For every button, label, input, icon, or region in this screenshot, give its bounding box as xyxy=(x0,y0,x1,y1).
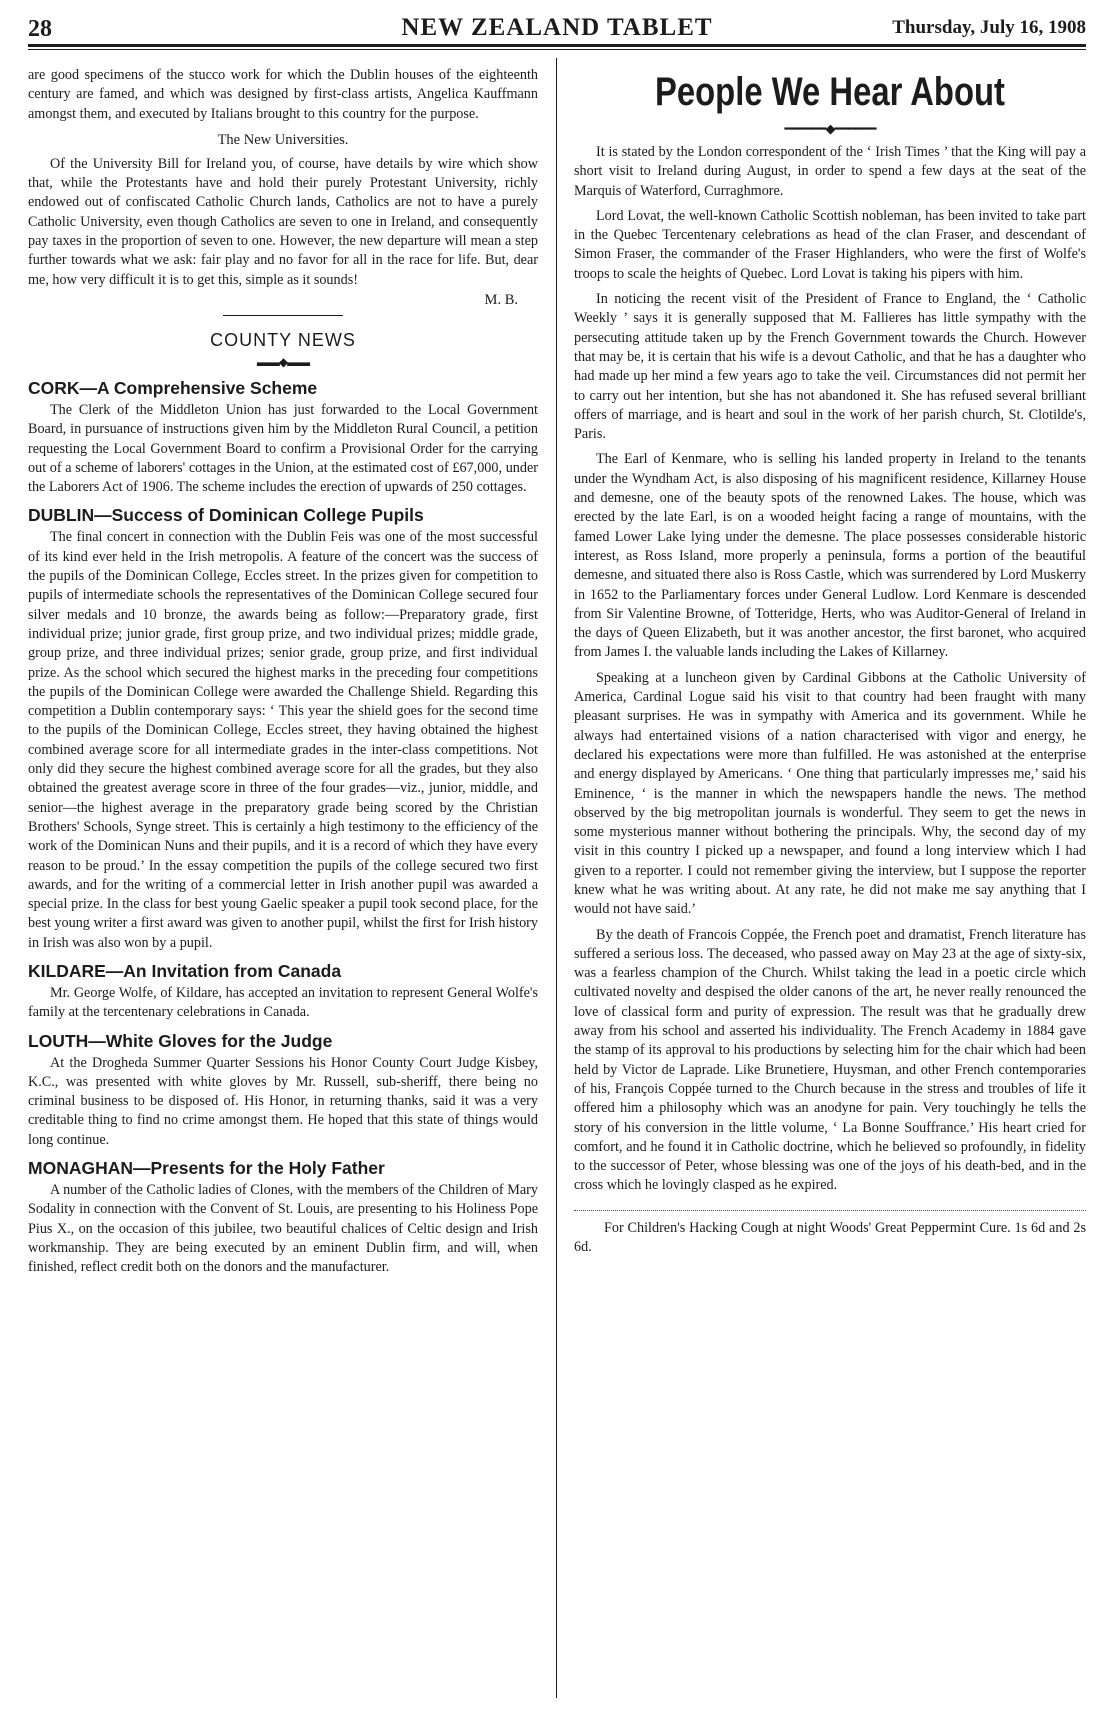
cork-paragraph: The Clerk of the Middleton Union has just forwarded to the Local Government Board, in pursuance of instructions given him by the Middleton Rural Council, a petition requesting the Local Government Board to confirm a Provisional Order for the carrying out of a scheme of laborers' cottages in the Union, at the estimated cost of £67,000, under the Laborers Act of 1906. The scheme includes the erection of upwards of 250 cottages. xyxy=(28,401,538,496)
intro-paragraph: are good specimens of the stucco work for which the Dublin houses of the eighteenth century are famed, and which was designed by first-class artists, Angelica Kauffmann amongst them, and executed by Italians brought to this country for the purpose. xyxy=(28,67,538,122)
header-rule-thick xyxy=(28,44,1086,47)
column-divider xyxy=(556,58,557,1698)
header-rule-thin xyxy=(28,49,1086,50)
right-column xyxy=(574,66,1086,1263)
page-header xyxy=(28,8,1086,42)
monaghan-heading: MONAGHAN—Presents for the Holy Father xyxy=(28,1158,385,1179)
left-column xyxy=(28,66,538,1278)
universities-paragraph: Of the University Bill for Ireland you, of course, have details by wire which show that, while the Protestants have and hold their purely Protestant University, richly endowed out of confiscated Catholic Church lands, Catholics are not to have a purely Catholic University, even though Catholics are seven to one in Ireland, and consequently pay taxes in the proportion of seven to one. However, the new departure will mean a step further towards what we ask: fair play and no favor for all in the race for life. But, dear me, how very difficult it is to get this, simple as it sounds! xyxy=(28,155,538,288)
cough-cure-advert xyxy=(574,1210,1086,1258)
cork-heading: CORK—A Comprehensive Scheme xyxy=(28,377,318,398)
section-rule xyxy=(223,315,343,316)
kildare-paragraph: Mr. George Wolfe, of Kildare, has accepted an invitation to represent General Wolfe's family at the tercentenary celebrations in Canada. xyxy=(28,984,538,1021)
article-paragraph: In noticing the recent visit of the President of France to England, the ‘ Catholic Weekly ’ says it is generally supposed that M. Fallieres has little sympathy with the persecuting attitude taken up by the French Government towards the Church. However that may be, it is certain that his wife is a devout Catholic, and that he has a daughter who had made up her mind a few years ago to take the veil. Circumstances did not permit her to carry out her intention, but she has not abandoned it. She has refused several brilliant offers of marriage, and is heart and soul in the work of her parish church, St. Clotilde's, Paris. xyxy=(574,291,1086,443)
article-paragraph: It is stated by the London correspondent of the ‘ Irish Times ’ that the King will pay a short visit to Ireland during August, in order to spend a few days at the seat of the Marquis of Waterford, Curraghmore. xyxy=(574,144,1086,199)
title-ornament: ━━━━━━◆━━━━━━ xyxy=(784,121,876,136)
universities-subheading: The New Universities. xyxy=(217,131,349,148)
article-paragraph: Speaking at a luncheon given by Cardinal Gibbons at the Catholic University of America, Cardinal Logue said his visit to that country had been fraught with many pleasant surprises. He was in sympathy with America and its government. While he always had entertained visions of a nation characterised with vigor and energy, he declared his expectations were more than fulfilled. He was astonished at the enterprise and energy displayed by Americans. ‘ One thing that particularly impresses me,’ said his Eminence, ‘ is the manner in which the newspapers handle the news. The method observed by the big metropolitan journals is wonderful. They seem to get the news in some mysterious manner without bothering the principals. Why, the second day of my visit in this country I picked up a newspaper, and found a long interview which I had given to a reporter. I could not remember giving the interview, but I suppose the reporter knew what he was writing about. At any rate, he did not make me say anything that I would not have said.’ xyxy=(574,669,1086,918)
article-paragraph: The Earl of Kenmare, who is selling his landed property in Ireland to the tenants under the Wyndham Act, is also disposing of his magnificent residence, Killarney House and demesne, one of the beauty spots of the renowned Lakes. The house, which was erected by the late Earl, is on a wooded height facing a range of mountains, with the famed Lower Lake lying under the demesne. The place possesses considerable historic interest, as Ross Island, more properly a peninsula, forms a portion of the beautiful demesne, and situated there also is Ross Castle, which was surrendered by Lord Muskerry in 1652 to the Parliamentary forces under General Ludlow. Lord Kenmare is descended from Sir Valentine Browne, of Totteridge, Herts, who was Auditor-General of Ireland in the days of Queen Elizabeth, but it was another ancestor, the first baronet, who acquired from James I. the valuable lands including the Lakes of Killarney. xyxy=(574,451,1086,661)
article-paragraph: Lord Lovat, the well-known Catholic Scottish nobleman, has been invited to take part in the Quebec Tercentenary celebrations as head of the clan Fraser, and descendant of Simon Fraser, the commander of the Fraser Highlanders, who were the first of Wolfe's troops to scale the heights of Quebec. Lord Lovat is taking his pipers with him. xyxy=(574,207,1086,282)
dublin-paragraph: The final concert in connection with the Dublin Feis was one of the most successful of its kind ever held in the Irish metropolis. A feature of the concert was the success of the pupils of the Dominican College, Eccles street. In the prizes given for competition to pupils of intermediate schools the representatives of the Dominican College secured four silver medals and 10 bronze, the awards being as follow:—Preparatory grade, first individual prize; junior grade, first group prize, and two individual prizes; middle grade, group prize, and three individual prizes; senior grade, group prize, and first individual prize. As the school which secured the highest marks in the preceding four competitions the pupils of the Dominican College were awarded the Challenge Shield. Regarding this competition a Dublin contemporary says: ‘ This year the shield goes for the second time to the pupils of the Dominican College, Eccles street, they having obtained the highest combined average score for all intermediate grades in the inter-class competitions. Not only did they secure the highest combined average score for all the grades, but they also obtained the greatest average score in three of the four grades—viz., junior, middle, and senior—the highest average in the preparatory grade being scored by the Christian Brothers' Schools, Synge street. This is certainly a high testimony to the efficiency of the work of the Dominican Nuns and their pupils, and it is a record of which they have every reason to be proud.’ In the essay competition the pupils of the college secured two first awards, and for the writing of a commercial letter in Irish another pupil was awarded a special prize. In the class for best young Gaelic speaker a pupil took second place, for the best young writer a first award was given to another pupil, whilst the first for Irish history in Irish was also won by a pupil. xyxy=(28,529,538,951)
monaghan-paragraph: A number of the Catholic ladies of Clones, with the members of the Children of Mary Sodality in connection with the Convent of St. Louis, are presenting to his Holiness Pope Pius X., on the occasion of this jubilee, two beautiful chalices of Celtic design and Irish workmanship. They are being executed by an eminent Dublin firm, and will, when finished, reflect credit both on the donors and the manufacturer. xyxy=(28,1182,538,1276)
ornament-divider: ▬▬◆▬▬ xyxy=(256,354,310,369)
issue-date: Thursday, July 16, 1908 xyxy=(892,17,1086,38)
dublin-heading: DUBLIN—Success of Dominican College Pupils xyxy=(28,505,424,526)
louth-paragraph: At the Drogheda Summer Quarter Sessions his Honor County Court Judge Kisbey, K.C., was presented with white gloves by Mr. Russell, sub-sheriff, there being no criminal business to be disposed of. His Honor, in returning thanks, said it was a very creditable thing to find no crime amongst them. He hoped that this state of things would long continue. xyxy=(28,1054,538,1148)
article-paragraph: By the death of Francois Coppée, the French poet and dramatist, French literature has suffered a serious loss. The deceased, who passed away on May 23 at the age of sixty-six, was a fearless champion of the Church. Whilst taking the lead in a poetic circle which cultivated novelty and despised the older canons of the art, he never really renounced the love of classical form and purity of expression. The result was that he gradually drew away from his school and asserted his individuality. The French Academy in 1884 gave the stamp of its approval to his productions by selecting him for the chair which had been held by Victor de Laprade. Like Brunetiere, Huysman, and other French contemporaries of his, François Coppée turned to the Church because in the stress and troubles of life it offered him a philosophy which was an anodyne for pain. Very touchingly he tells the story of his conversion in the little volume, ‘ La Bonne Souffrance.’ His heart cried for comfort, and he found it in Catholic doctrine, which he believed so profoundly, in fidelity to the successor of Peter, whose blessing was one of the joys of his death-bed, and in the cross which he lovingly clasped as he expired. xyxy=(574,926,1086,1194)
county-news-heading: COUNTY NEWS xyxy=(210,329,356,350)
publication-title: NEW ZEALAND TABLET xyxy=(401,14,713,41)
louth-heading: LOUTH—White Gloves for the Judge xyxy=(28,1030,333,1051)
kildare-heading: KILDARE—An Invitation from Canada xyxy=(28,960,342,981)
people-we-hear-about-title: People We Hear About xyxy=(655,70,1005,114)
author-signoff: M. B. xyxy=(484,291,518,308)
advert-text: For Children's Hacking Cough at night Woods' Great Peppermint Cure. 1s 6d and 2s 6d. xyxy=(574,1219,1086,1256)
page-number: 28 xyxy=(28,16,52,42)
